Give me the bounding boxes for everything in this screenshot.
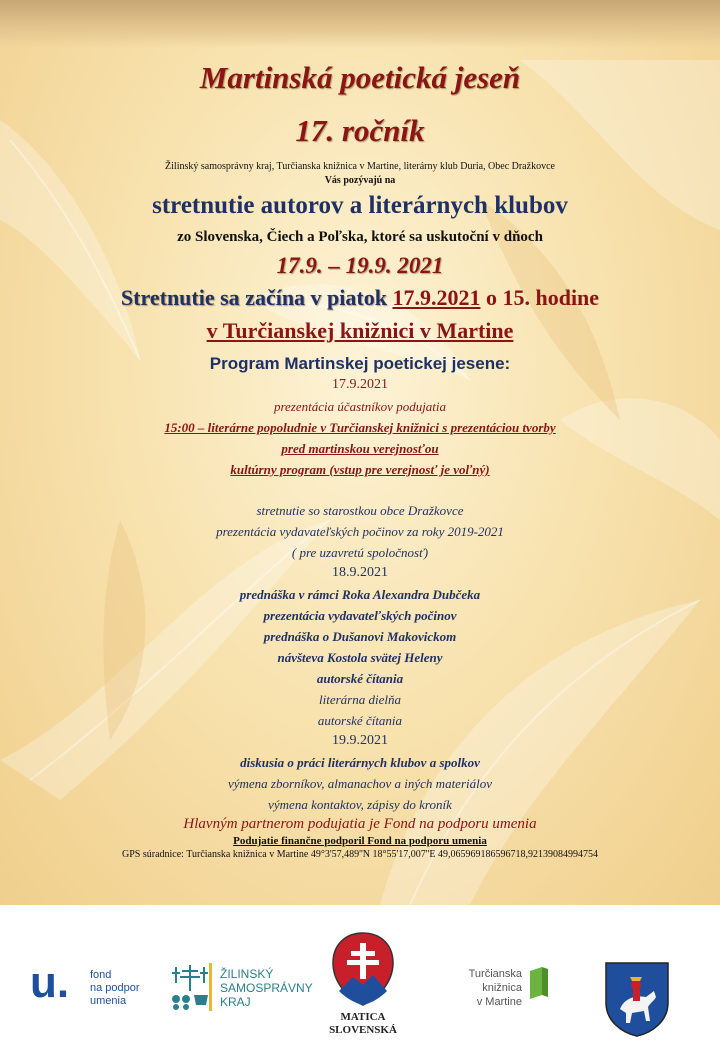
tk-logo [436, 965, 556, 1008]
fpu-mark: u. [30, 958, 70, 1007]
fpu-line: umenia [90, 995, 127, 1007]
day1-date: 17.9.2021 [332, 377, 388, 392]
program-item: výmena kontaktov, zápisy do kroník [268, 797, 452, 812]
day2-date: 18.9.2021 [332, 565, 388, 580]
program-item: literárna dielňa [319, 692, 401, 707]
fpu-logo [30, 958, 150, 1017]
program-item: ( pre uzavretú spoločnosť) [291, 545, 429, 560]
start-suffix: o 15. hodine [480, 285, 600, 310]
zsk-emblem-icon [168, 963, 212, 1011]
program-item: návšteva Kostola svätej Heleny [277, 650, 443, 665]
matica-line: SLOVENSKÁ [329, 1024, 397, 1036]
event-title: Martinská poetická jeseň [199, 60, 521, 95]
martin-coat-of-arms [604, 961, 670, 1037]
venue: v Turčianskej knižnici v Martine [206, 318, 514, 343]
program-item: diskusia o práci literárnych klubov a spolkov [240, 755, 480, 770]
program-item: kultúrny program (vstup pre verejnosť je voľný) [230, 462, 490, 477]
program-item: 15:00 – literárne popoludnie v Turčianskej knižnici s prezentáciou tvorby [164, 420, 556, 435]
program-item: pred martinskou verejnosťou [281, 441, 439, 456]
zsk-logo [168, 963, 313, 1019]
funding-note: Podujatie finančne podporil Fond na podporu umenia [233, 835, 487, 847]
zsk-line: KRAJ [220, 995, 251, 1009]
edition-label: 17. ročník [295, 113, 425, 148]
book-icon [528, 965, 550, 999]
program-item: prezentácia účastníkov podujatia [273, 399, 447, 414]
tk-line: v Martine [476, 996, 522, 1008]
fpu-line: fond [90, 969, 112, 981]
martin-coat-of-arms-icon [604, 961, 670, 1037]
partner-logos [0, 905, 720, 1040]
tk-line: Turčianska knižnica [468, 968, 522, 994]
matica-text [318, 1011, 408, 1037]
program-item: výmena zborníkov, almanachov a iných materiálov [227, 776, 493, 791]
start-date: 17.9.2021 [392, 285, 481, 310]
zsk-line: ŽILINSKÝ [220, 967, 274, 981]
organizers: Žilinský samosprávny kraj, Turčianska knižnica v Martine, literárny klub Duria, Obec Dražkovce [165, 161, 555, 172]
program-item: prednáška v rámci Roka Alexandra Dubčeka [239, 587, 481, 602]
program-item: prednáška o Dušanovi Makovickom [263, 629, 457, 644]
program-title: Program Martinskej poetickej jesene: [209, 354, 511, 373]
matica-logo [318, 931, 408, 1039]
invite-text: Vás pozývajú na [324, 175, 396, 186]
program-item: prezentácia vydavateľských počinov za roky 2019-2021 [216, 524, 504, 539]
fpu-line: na podpor [90, 982, 140, 994]
main-partner: Hlavným partnerom podujatia je Fond na podporu umenia [183, 816, 537, 832]
event-dates: 17.9. – 19.9. 2021 [276, 253, 444, 278]
from-text: zo Slovenska, Čiech a Poľska, ktoré sa uskutoční v dňoch [177, 229, 543, 245]
tk-text [436, 967, 522, 1009]
matica-emblem-icon [329, 931, 397, 1007]
day3-date: 19.9.2021 [332, 733, 388, 748]
zsk-line: SAMOSPRÁVNY [220, 981, 313, 995]
zsk-text [220, 967, 313, 1009]
program-item: autorské čítania [317, 713, 403, 728]
program-item: stretnutie so starostkou obce Dražkovce [256, 503, 464, 518]
gps-coordinates: GPS súradnice: Turčianska knižnica v Martine 49°3'57,489''N 18°55'17,007''E 49,065969186596718,92139084994754 [122, 849, 598, 860]
start-line [0, 285, 720, 311]
program-item: autorské čítania [316, 671, 404, 686]
fpu-text [90, 969, 140, 1008]
program-item: prezentácia vydavateľských počinov [263, 608, 457, 623]
start-prefix: Stretnutie sa začína v piatok [120, 285, 393, 310]
headline: stretnutie autorov a literárnych klubov [152, 192, 568, 219]
matica-line: MATICA [340, 1011, 386, 1023]
